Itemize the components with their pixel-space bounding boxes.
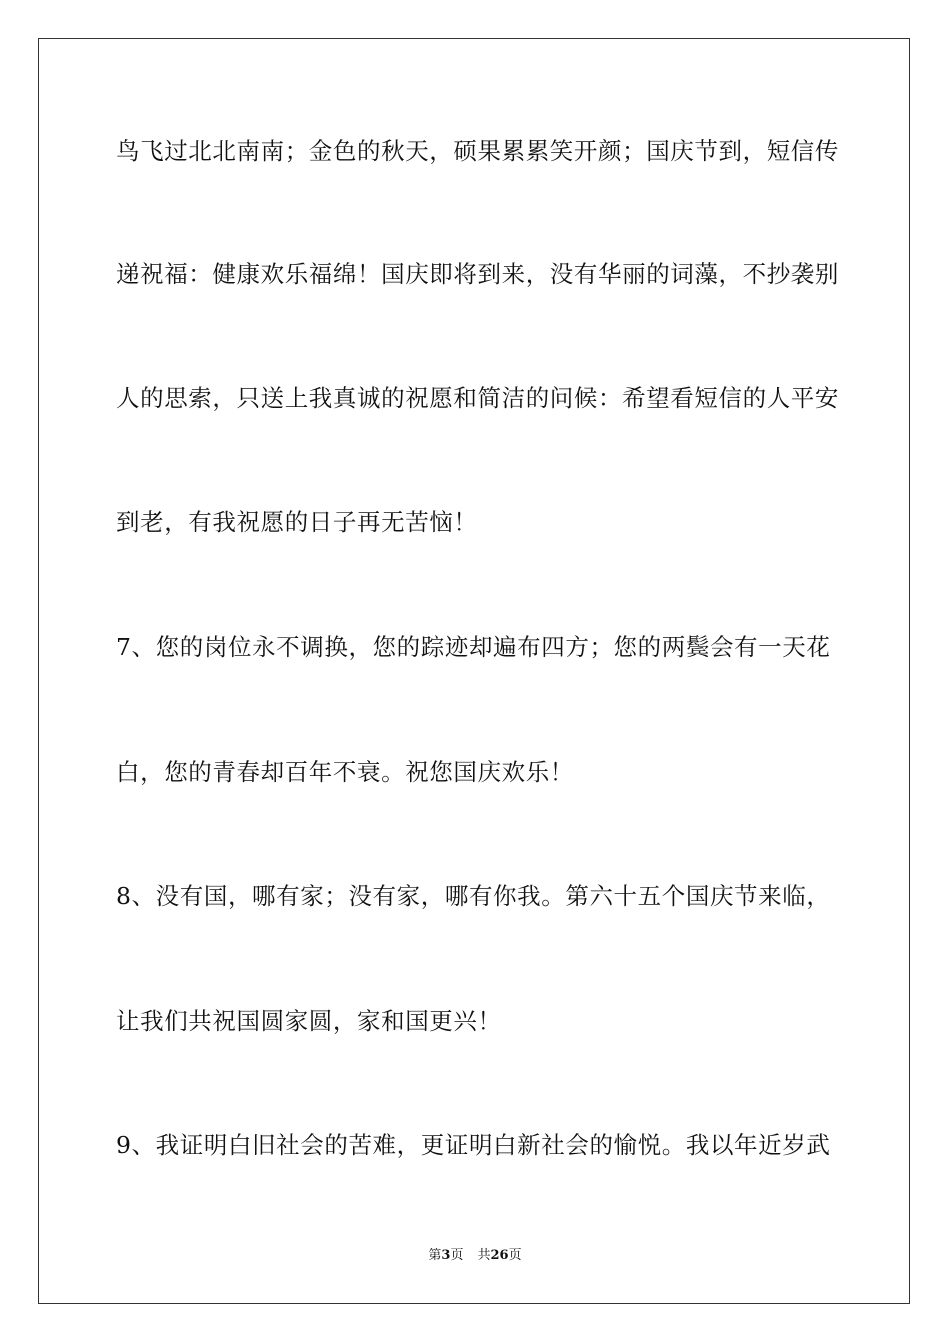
- body-text-line: 让我们共祝国圆家圆，家和国更兴！: [116, 1007, 502, 1035]
- page-border: [38, 38, 910, 1304]
- current-page-number: 3: [441, 1248, 451, 1263]
- body-text-line: 人的思索，只送上我真诚的祝愿和简洁的问候：希望看短信的人平安: [116, 384, 839, 412]
- total-page-count: 26: [490, 1248, 509, 1263]
- body-text-line: 8、没有国，哪有家；没有家，哪有你我。第六十五个国庆节来临，: [116, 882, 831, 910]
- body-text-line: 白，您的青春却百年不衰。祝您国庆欢乐！: [116, 758, 574, 786]
- total-suffix: 页: [508, 1248, 522, 1263]
- page-suffix: 页: [450, 1248, 464, 1263]
- body-text-line: 递祝福：健康欢乐福绵！国庆即将到来，没有华丽的词藻，不抄袭别: [116, 260, 839, 288]
- body-text-line: 鸟飞过北北南南；金色的秋天，硕果累累笑开颜；国庆节到，短信传: [116, 137, 839, 165]
- page-prefix: 第: [428, 1248, 442, 1263]
- body-text-line: 9、我证明白旧社会的苦难，更证明白新社会的愉悦。我以年近岁武: [116, 1131, 831, 1159]
- total-prefix: 共: [477, 1248, 491, 1263]
- body-text-line: 到老，有我祝愿的日子再无苦恼！: [116, 508, 478, 536]
- page-footer: [0, 1247, 950, 1265]
- body-text-line: 7、您的岗位永不调换，您的踪迹却遍布四方；您的两鬓会有一天花: [116, 633, 831, 661]
